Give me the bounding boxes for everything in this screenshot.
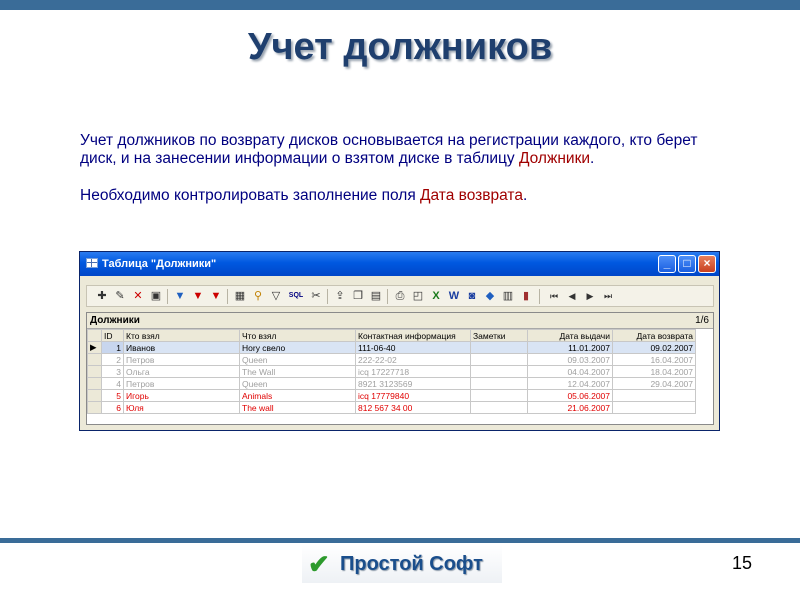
first-icon[interactable]: ⏮ xyxy=(549,291,559,301)
grid-header-bar xyxy=(87,313,713,329)
paragraph-2 xyxy=(80,187,720,205)
filter-icon[interactable]: ▼ xyxy=(174,290,186,302)
html-icon[interactable]: ◙ xyxy=(468,290,476,302)
word-icon[interactable]: W xyxy=(448,290,460,302)
export-icon[interactable]: ⇪ xyxy=(335,290,345,302)
cell-notes[interactable] xyxy=(471,390,528,402)
properties-icon[interactable]: ▤ xyxy=(370,290,382,302)
cell-what[interactable]: Queen xyxy=(240,354,356,366)
paragraph-2-end: . xyxy=(522,187,528,204)
table-header-row xyxy=(88,330,696,342)
column-header[interactable]: Контактная информация xyxy=(356,330,471,342)
edit-icon[interactable]: ✎ xyxy=(115,290,125,302)
cell-id[interactable]: 1 xyxy=(102,342,124,354)
grid-icon[interactable]: ▦ xyxy=(234,290,246,302)
cell-id[interactable]: 6 xyxy=(102,402,124,414)
checkmark-icon: ✔ xyxy=(308,549,330,579)
prev-icon[interactable]: ◀ xyxy=(568,291,576,301)
minimize-button[interactable]: _ xyxy=(658,255,676,273)
maximize-button[interactable]: □ xyxy=(678,255,696,273)
preview-icon[interactable]: ◰ xyxy=(412,290,424,302)
filter-cancel-icon[interactable]: ▼ xyxy=(210,290,222,302)
slide-body xyxy=(80,132,720,205)
cell-id[interactable]: 5 xyxy=(102,390,124,402)
cell-notes[interactable] xyxy=(471,402,528,414)
cell-id[interactable]: 2 xyxy=(102,354,124,366)
table-row[interactable] xyxy=(88,378,696,390)
cell-what[interactable]: Queen xyxy=(240,378,356,390)
cell-issued[interactable]: 12.04.2007 xyxy=(528,378,613,390)
new-record-icon[interactable]: ✚ xyxy=(97,290,107,302)
cell-issued[interactable]: 09.03.2007 xyxy=(528,354,613,366)
table-row[interactable] xyxy=(88,342,696,354)
brand-name: Простой Софт xyxy=(340,553,483,575)
field-name-highlight: Дата возврата xyxy=(420,187,523,204)
grid-title: Должники xyxy=(90,315,140,326)
copy-icon[interactable]: ❐ xyxy=(353,290,363,302)
filter-condition-icon[interactable]: ▽ xyxy=(271,290,281,302)
cell-returned[interactable]: 29.04.2007 xyxy=(613,378,696,390)
table-name-highlight: Должники xyxy=(518,150,591,167)
cell-issued[interactable]: 21.06.2007 xyxy=(528,402,613,414)
cell-issued[interactable]: 05.06.2007 xyxy=(528,390,613,402)
toolbar-separator xyxy=(327,289,328,304)
bottom-accent-bar xyxy=(0,538,800,543)
cell-who[interactable]: Иванов xyxy=(124,342,240,354)
column-header[interactable]: Что взял xyxy=(240,330,356,342)
toolbar-separator xyxy=(227,289,228,304)
cell-contact[interactable]: icq 17227718 xyxy=(356,366,471,378)
find-icon[interactable]: ⚲ xyxy=(253,290,263,302)
row-indicator xyxy=(88,354,102,366)
page-number: 15 xyxy=(731,553,753,573)
cell-contact[interactable]: 8921 3123569 xyxy=(356,378,471,390)
cell-contact[interactable]: 111-06-40 xyxy=(356,342,471,354)
debtors-grid xyxy=(86,312,714,425)
cell-notes[interactable] xyxy=(471,378,528,390)
cell-who[interactable]: Юля xyxy=(124,402,240,414)
toolbar-separator xyxy=(539,289,540,304)
row-indicator xyxy=(88,366,102,378)
row-indicator xyxy=(88,378,102,390)
chart-icon[interactable]: ▮ xyxy=(522,290,530,302)
table-row[interactable] xyxy=(88,402,696,414)
paragraph-1-text: Учет должников по возврату дисков основывается на регистрации каждого, кто берет диск, и на занесении информации о взятом диске в таблицу xyxy=(80,132,698,167)
table-row[interactable] xyxy=(88,354,696,366)
column-header[interactable]: Дата возврата xyxy=(613,330,696,342)
cell-contact[interactable]: 812 567 34 00 xyxy=(356,402,471,414)
save-icon[interactable]: ▣ xyxy=(150,290,162,302)
cell-who[interactable]: Петров xyxy=(124,354,240,366)
cell-id[interactable]: 4 xyxy=(102,378,124,390)
column-header[interactable]: Дата выдачи xyxy=(528,330,613,342)
cell-who[interactable]: Игорь xyxy=(124,390,240,402)
row-indicator-header xyxy=(88,330,102,342)
paragraph-1-end: . xyxy=(590,150,595,167)
sql-icon[interactable]: SQL xyxy=(288,292,304,299)
cell-notes[interactable] xyxy=(471,342,528,354)
excel-icon[interactable]: X xyxy=(432,290,440,302)
print-icon[interactable]: ⎙ xyxy=(395,290,405,302)
cell-what[interactable]: Hory свело xyxy=(240,342,356,354)
cell-what[interactable]: Animals xyxy=(240,390,356,402)
book-icon[interactable]: ◆ xyxy=(485,290,495,302)
slide-title: Учет должников xyxy=(247,26,553,68)
debtors-table xyxy=(87,329,696,414)
column-header[interactable]: Заметки xyxy=(471,330,528,342)
record-position: 1/6 xyxy=(695,315,709,326)
cell-notes[interactable] xyxy=(471,366,528,378)
cell-issued[interactable]: 04.04.2007 xyxy=(528,366,613,378)
current-row-indicator: ▶ xyxy=(88,342,102,354)
close-button[interactable]: × xyxy=(698,255,716,273)
column-header[interactable]: Кто взял xyxy=(124,330,240,342)
cell-who[interactable]: Ольга xyxy=(124,366,240,378)
cell-issued[interactable]: 11.01.2007 xyxy=(528,342,613,354)
last-icon[interactable]: ⏭ xyxy=(603,291,613,301)
table-row[interactable] xyxy=(88,366,696,378)
cell-notes[interactable] xyxy=(471,354,528,366)
report-icon[interactable]: ▥ xyxy=(502,290,514,302)
window-title: Таблица "Должники" xyxy=(102,258,217,270)
tools-icon[interactable]: ✂ xyxy=(311,290,321,302)
cell-returned[interactable]: 18.04.2007 xyxy=(613,366,696,378)
row-indicator xyxy=(88,390,102,402)
window-titlebar[interactable] xyxy=(80,252,719,276)
top-accent-bar xyxy=(0,0,800,10)
table-row[interactable] xyxy=(88,390,696,402)
cell-returned[interactable]: 09.02.2007 xyxy=(613,342,696,354)
cell-returned[interactable] xyxy=(613,390,696,402)
cell-id[interactable]: 3 xyxy=(102,366,124,378)
debtors-table-window xyxy=(79,251,720,431)
cell-what[interactable]: The Wall xyxy=(240,366,356,378)
cell-what[interactable]: The wall xyxy=(240,402,356,414)
delete-icon[interactable]: ✕ xyxy=(133,290,143,302)
paragraph-2-text: Необходимо контролировать заполнение поля xyxy=(80,187,421,204)
brand-logo xyxy=(302,545,502,583)
cell-contact[interactable]: 222-22-02 xyxy=(356,354,471,366)
toolbar-separator xyxy=(167,289,168,304)
toolbar xyxy=(86,285,714,307)
cell-who[interactable]: Петров xyxy=(124,378,240,390)
toolbar-separator xyxy=(387,289,388,304)
cell-returned[interactable]: 16.04.2007 xyxy=(613,354,696,366)
cell-returned[interactable] xyxy=(613,402,696,414)
next-icon[interactable]: ▶ xyxy=(586,291,594,301)
filter-remove-icon[interactable]: ▼ xyxy=(192,290,204,302)
paragraph-1 xyxy=(80,132,720,168)
row-indicator xyxy=(88,402,102,414)
column-header[interactable]: ID xyxy=(102,330,124,342)
cell-contact[interactable]: icq 17779840 xyxy=(356,390,471,402)
table-icon xyxy=(86,258,98,268)
